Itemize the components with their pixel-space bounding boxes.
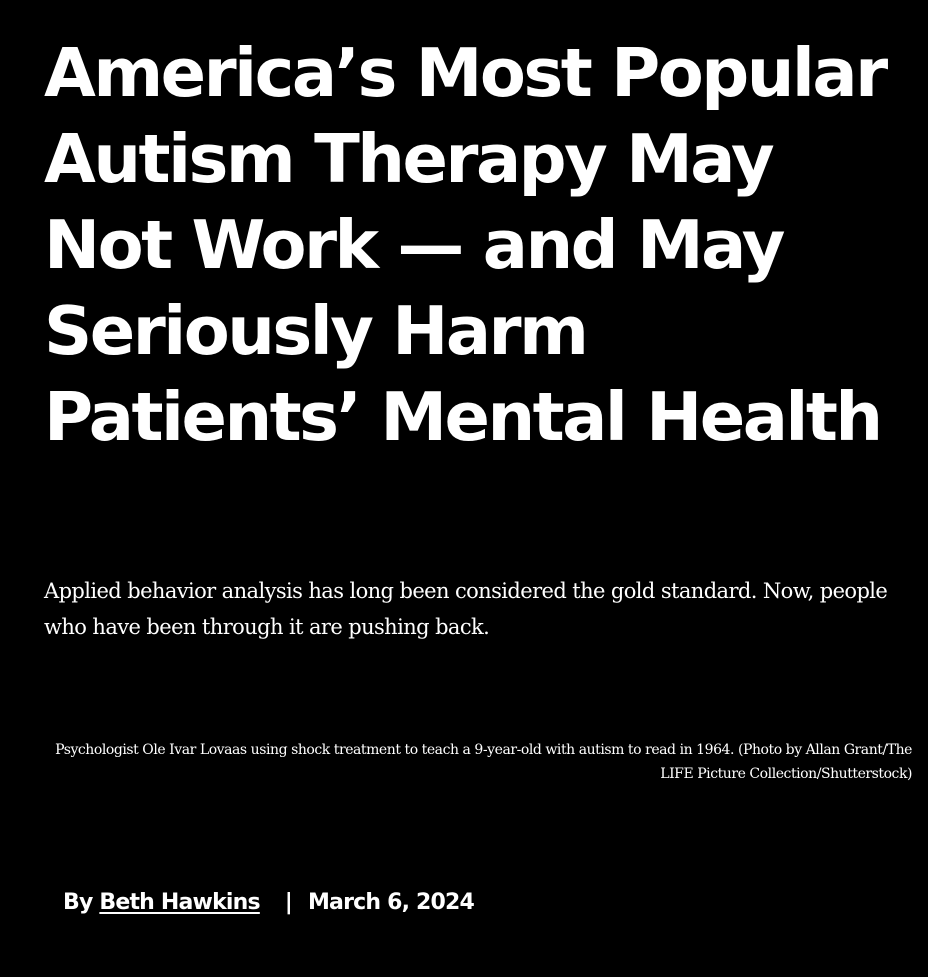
article-headline: America’s Most Popular Autism Therapy May Not Work — and May Seriously Harm Patients’ Mental Health (44, 34, 886, 456)
author-link[interactable]: Beth Hawkins (99, 890, 260, 915)
byline-prefix: By (63, 890, 93, 915)
byline (63, 886, 474, 920)
article-dek: Applied behavior analysis has long been considered the gold standard. Now, people who have been through it are pushing back. (44, 579, 888, 639)
photo-caption: Psychologist Ole Ivar Lovaas using shock treatment to teach a 9-year-old with autism to read in 1964. (Photo by Allan Grant/The LIFE Picture Collection/Shutterstock) (55, 742, 912, 782)
byline-separator: | (284, 890, 292, 915)
publish-date: March 6, 2024 (307, 890, 475, 915)
